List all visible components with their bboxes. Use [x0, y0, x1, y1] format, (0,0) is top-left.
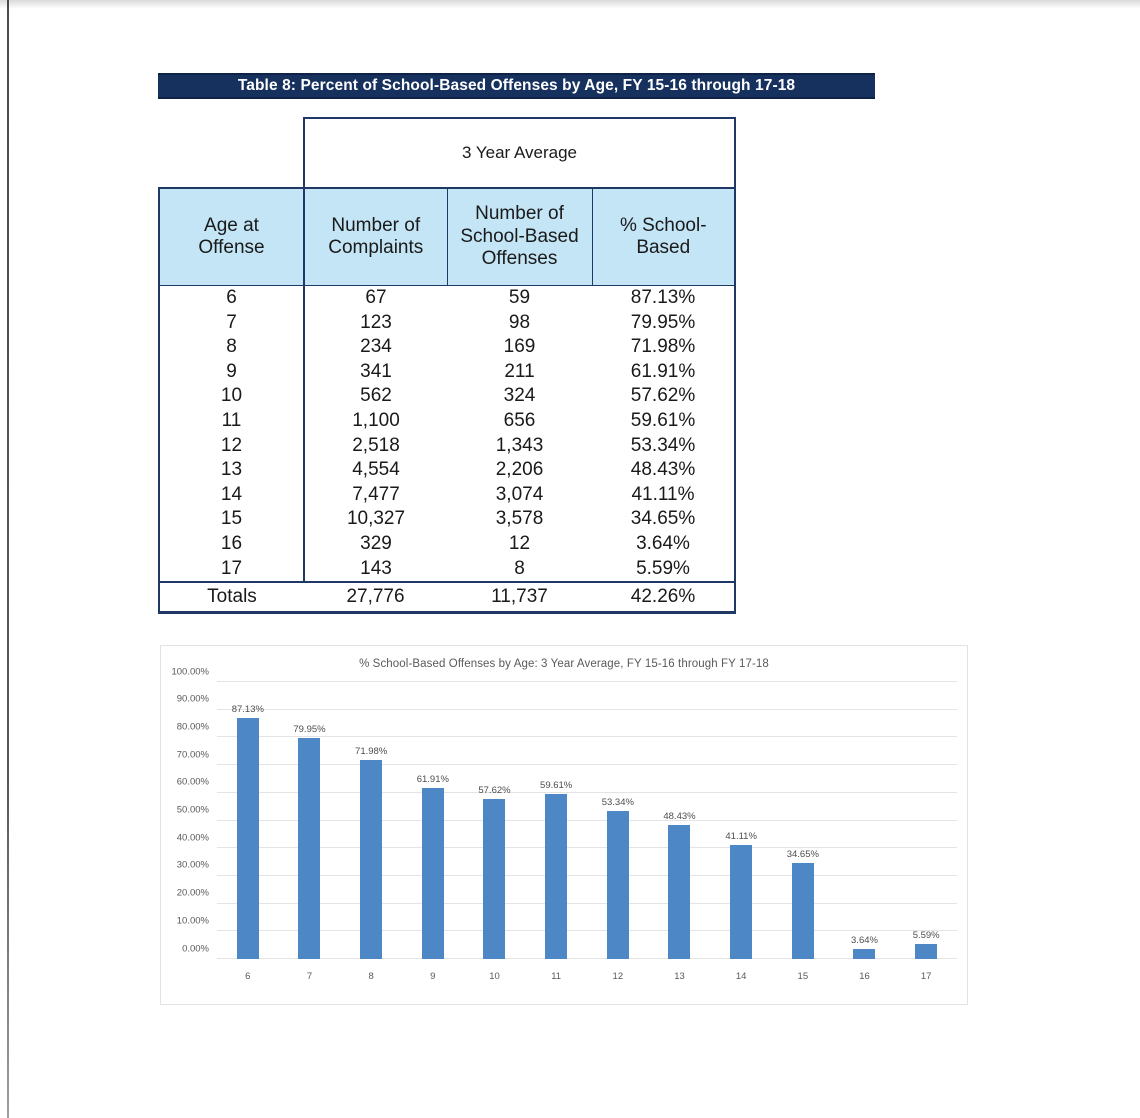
- row-school-based-offenses: 12: [447, 532, 592, 557]
- row-complaints: 1,100: [304, 409, 447, 434]
- row-complaints: 341: [304, 360, 447, 385]
- table-row: [159, 335, 735, 360]
- row-complaints: 2,518: [304, 434, 447, 459]
- chart-y-axis-tick-label: 60.00%: [176, 776, 209, 788]
- chart-bar-slot: [649, 682, 711, 982]
- chart-bar[interactable]: [668, 825, 690, 959]
- chart-card: [160, 645, 968, 1005]
- chart-bar-value-label: 61.91%: [416, 773, 449, 785]
- chart-bar[interactable]: [298, 738, 320, 959]
- table-row: [159, 458, 735, 483]
- totals-school-based-offenses: 11,737: [447, 582, 592, 613]
- row-percent-school-based: 79.95%: [592, 311, 735, 336]
- chart-x-axis-tick-label: 16: [859, 971, 870, 982]
- chart-y-axis-tick-label: 40.00%: [176, 832, 209, 844]
- row-school-based-offenses: 3,074: [447, 483, 592, 508]
- chart-y-axis-tick-label: 0.00%: [182, 943, 209, 954]
- chart-bar-slot: [402, 682, 464, 982]
- chart-bar-slot: [279, 682, 341, 982]
- row-complaints: 4,554: [304, 458, 447, 483]
- chart-x-axis-tick-label: 17: [920, 971, 932, 982]
- scan-edge-top: [0, 0, 1140, 9]
- offenses-table: [158, 117, 736, 614]
- row-school-based-offenses: 656: [447, 409, 592, 434]
- chart-bar-value-label: 59.61%: [540, 779, 573, 791]
- row-school-based-offenses: 2,206: [447, 458, 592, 483]
- column-header-complaints-line1: Number of: [331, 214, 421, 236]
- chart-x-axis-tick-label: 15: [797, 971, 809, 982]
- row-percent-school-based: 48.43%: [592, 458, 735, 483]
- chart-y-axis-tick-label: 100.00%: [171, 666, 209, 677]
- chart-bar[interactable]: [545, 794, 567, 959]
- row-school-based-offenses: 324: [447, 384, 592, 409]
- column-header-pct-line2: Based: [636, 237, 691, 258]
- chart-y-axis-tick-label: 30.00%: [176, 859, 209, 871]
- column-header-percent-school-based: [592, 188, 735, 286]
- chart-x-axis-tick-label: 8: [368, 971, 374, 982]
- column-header-pct-line1: % School-: [619, 214, 707, 236]
- row-age: 15: [159, 507, 304, 532]
- chart-y-axis-tick-label: 10.00%: [176, 915, 209, 927]
- table-row: [159, 557, 735, 583]
- row-age: 7: [159, 311, 304, 336]
- chart-bar-value-label: 48.43%: [663, 810, 696, 822]
- row-percent-school-based: 53.34%: [592, 434, 735, 459]
- chart-bar-slot: [772, 682, 834, 982]
- row-age: 16: [159, 532, 304, 557]
- chart-x-axis-tick-label: 12: [612, 971, 624, 982]
- chart-bar-value-label: 41.11%: [725, 831, 757, 843]
- column-header-complaints-line2: Complaints: [328, 237, 424, 258]
- table-header-row: [159, 188, 735, 286]
- table-row: [159, 532, 735, 557]
- row-complaints: 234: [304, 335, 447, 360]
- chart-x-axis-tick-label: 14: [735, 971, 747, 982]
- chart-y-axis-tick-label: 90.00%: [176, 693, 209, 705]
- chart-plot-area: [171, 666, 957, 982]
- chart-y-axis-tick-label: 80.00%: [176, 721, 209, 733]
- chart-x-axis-tick-label: 6: [245, 971, 251, 982]
- totals-complaints: 27,776: [304, 582, 447, 613]
- row-complaints: 143: [304, 557, 447, 583]
- chart-bar-value-label: 87.13%: [231, 703, 264, 715]
- chart-bar[interactable]: [607, 811, 629, 959]
- column-header-age: [159, 188, 304, 286]
- row-complaints: 123: [304, 311, 447, 336]
- chart-bar[interactable]: [237, 718, 259, 959]
- table-title-text: Table 8: Percent of School-Based Offenses by Age, FY 15-16 through 17-18: [237, 77, 796, 94]
- table-row: [159, 409, 735, 434]
- row-complaints: 67: [304, 286, 447, 311]
- row-school-based-offenses: 211: [447, 360, 592, 385]
- table-row: [159, 434, 735, 459]
- chart-bar[interactable]: [360, 760, 382, 959]
- chart-bar[interactable]: [792, 863, 814, 959]
- row-school-based-offenses: 1,343: [447, 434, 592, 459]
- chart-x-axis-tick-label: 13: [674, 971, 685, 982]
- row-complaints: 10,327: [304, 507, 447, 532]
- row-percent-school-based: 57.62%: [592, 384, 735, 409]
- chart-bar[interactable]: [853, 949, 875, 959]
- row-age: 8: [159, 335, 304, 360]
- chart-x-axis-tick-label: 7: [306, 971, 313, 982]
- row-age: 17: [159, 557, 304, 583]
- column-header-age-line1: Age at: [204, 214, 259, 236]
- row-percent-school-based: 34.65%: [592, 507, 735, 532]
- row-school-based-offenses: 8: [447, 557, 592, 583]
- table-container: [158, 117, 734, 614]
- row-percent-school-based: 61.91%: [592, 360, 735, 385]
- table-row: [159, 311, 735, 336]
- column-header-age-line2: Offense: [198, 237, 265, 258]
- chart-bar[interactable]: [483, 799, 505, 959]
- band-spacer-cell: [159, 118, 304, 188]
- table-row: [159, 483, 735, 508]
- row-percent-school-based: 71.98%: [592, 335, 735, 360]
- column-header-school-based-offenses: [447, 188, 592, 286]
- table-band-row: [159, 118, 735, 188]
- chart-y-axis-tick-label: 70.00%: [176, 749, 209, 761]
- row-school-based-offenses: 3,578: [447, 507, 592, 532]
- chart-y-axis-tick-label: 20.00%: [176, 887, 209, 899]
- row-percent-school-based: 5.59%: [592, 557, 735, 583]
- row-age: 10: [159, 384, 304, 409]
- scan-edge-left: [7, 0, 9, 1118]
- chart-bar-slot: [895, 682, 957, 982]
- chart-bar-slot: [834, 682, 896, 982]
- column-header-sbo-line3: Offenses: [481, 248, 558, 270]
- chart-bar-value-label: 71.98%: [355, 745, 388, 757]
- chart-x-axis-tick-label: 9: [430, 971, 436, 982]
- row-school-based-offenses: 98: [447, 311, 592, 336]
- totals-percent-school-based: 42.26%: [592, 582, 735, 613]
- chart-bar-slot: [340, 682, 402, 982]
- chart-bar[interactable]: [915, 944, 937, 959]
- row-percent-school-based: 41.11%: [592, 483, 735, 508]
- chart-bar-value-label: 34.65%: [786, 849, 819, 861]
- row-complaints: 329: [304, 532, 447, 557]
- row-percent-school-based: 3.64%: [592, 532, 735, 557]
- row-age: 12: [159, 434, 304, 459]
- chart-bar-value-label: 79.95%: [293, 723, 326, 735]
- totals-label: Totals: [159, 582, 304, 613]
- chart-bar-value-label: 5.59%: [912, 929, 940, 941]
- chart-bar-slot: [587, 682, 649, 982]
- table-body: [159, 286, 735, 583]
- column-header-sbo-line2: School-Based: [460, 225, 579, 247]
- row-complaints: 7,477: [304, 483, 447, 508]
- chart-title: % School-Based Offenses by Age: 3 Year Average, FY 15-16 through FY 17-18: [359, 658, 769, 670]
- row-school-based-offenses: 59: [447, 286, 592, 311]
- row-complaints: 562: [304, 384, 447, 409]
- chart-bar[interactable]: [730, 845, 752, 959]
- table-title-banner: [158, 73, 875, 99]
- chart-bar-value-label: 57.62%: [478, 785, 511, 797]
- chart-bar-slot: [525, 682, 587, 982]
- table-row: [159, 507, 735, 532]
- row-school-based-offenses: 169: [447, 335, 592, 360]
- table-totals-row: [159, 582, 735, 613]
- chart-bar-slot: [464, 682, 526, 982]
- row-age: 14: [159, 483, 304, 508]
- chart-bar[interactable]: [422, 788, 444, 959]
- row-percent-school-based: 59.61%: [592, 409, 735, 434]
- chart-x-axis-tick-label: 10: [489, 971, 500, 982]
- row-age: 9: [159, 360, 304, 385]
- chart-bar-value-label: 3.64%: [851, 934, 878, 946]
- row-age: 6: [159, 286, 304, 311]
- table-row: [159, 360, 735, 385]
- table-row: [159, 384, 735, 409]
- band-label-cell: 3 Year Average: [304, 118, 735, 188]
- chart-bar-value-label: 53.34%: [601, 797, 634, 809]
- chart-bar-slot: [217, 682, 279, 982]
- row-age: 11: [159, 409, 304, 434]
- chart-x-axis-tick-label: 11: [551, 971, 562, 982]
- column-header-complaints: [304, 188, 447, 286]
- chart-bar-slot: [710, 682, 772, 982]
- table-row: [159, 286, 735, 311]
- chart-y-axis-tick-label: 50.00%: [176, 804, 209, 816]
- row-percent-school-based: 87.13%: [592, 286, 735, 311]
- row-age: 13: [159, 458, 304, 483]
- column-header-sbo-line1: Number of: [475, 203, 564, 225]
